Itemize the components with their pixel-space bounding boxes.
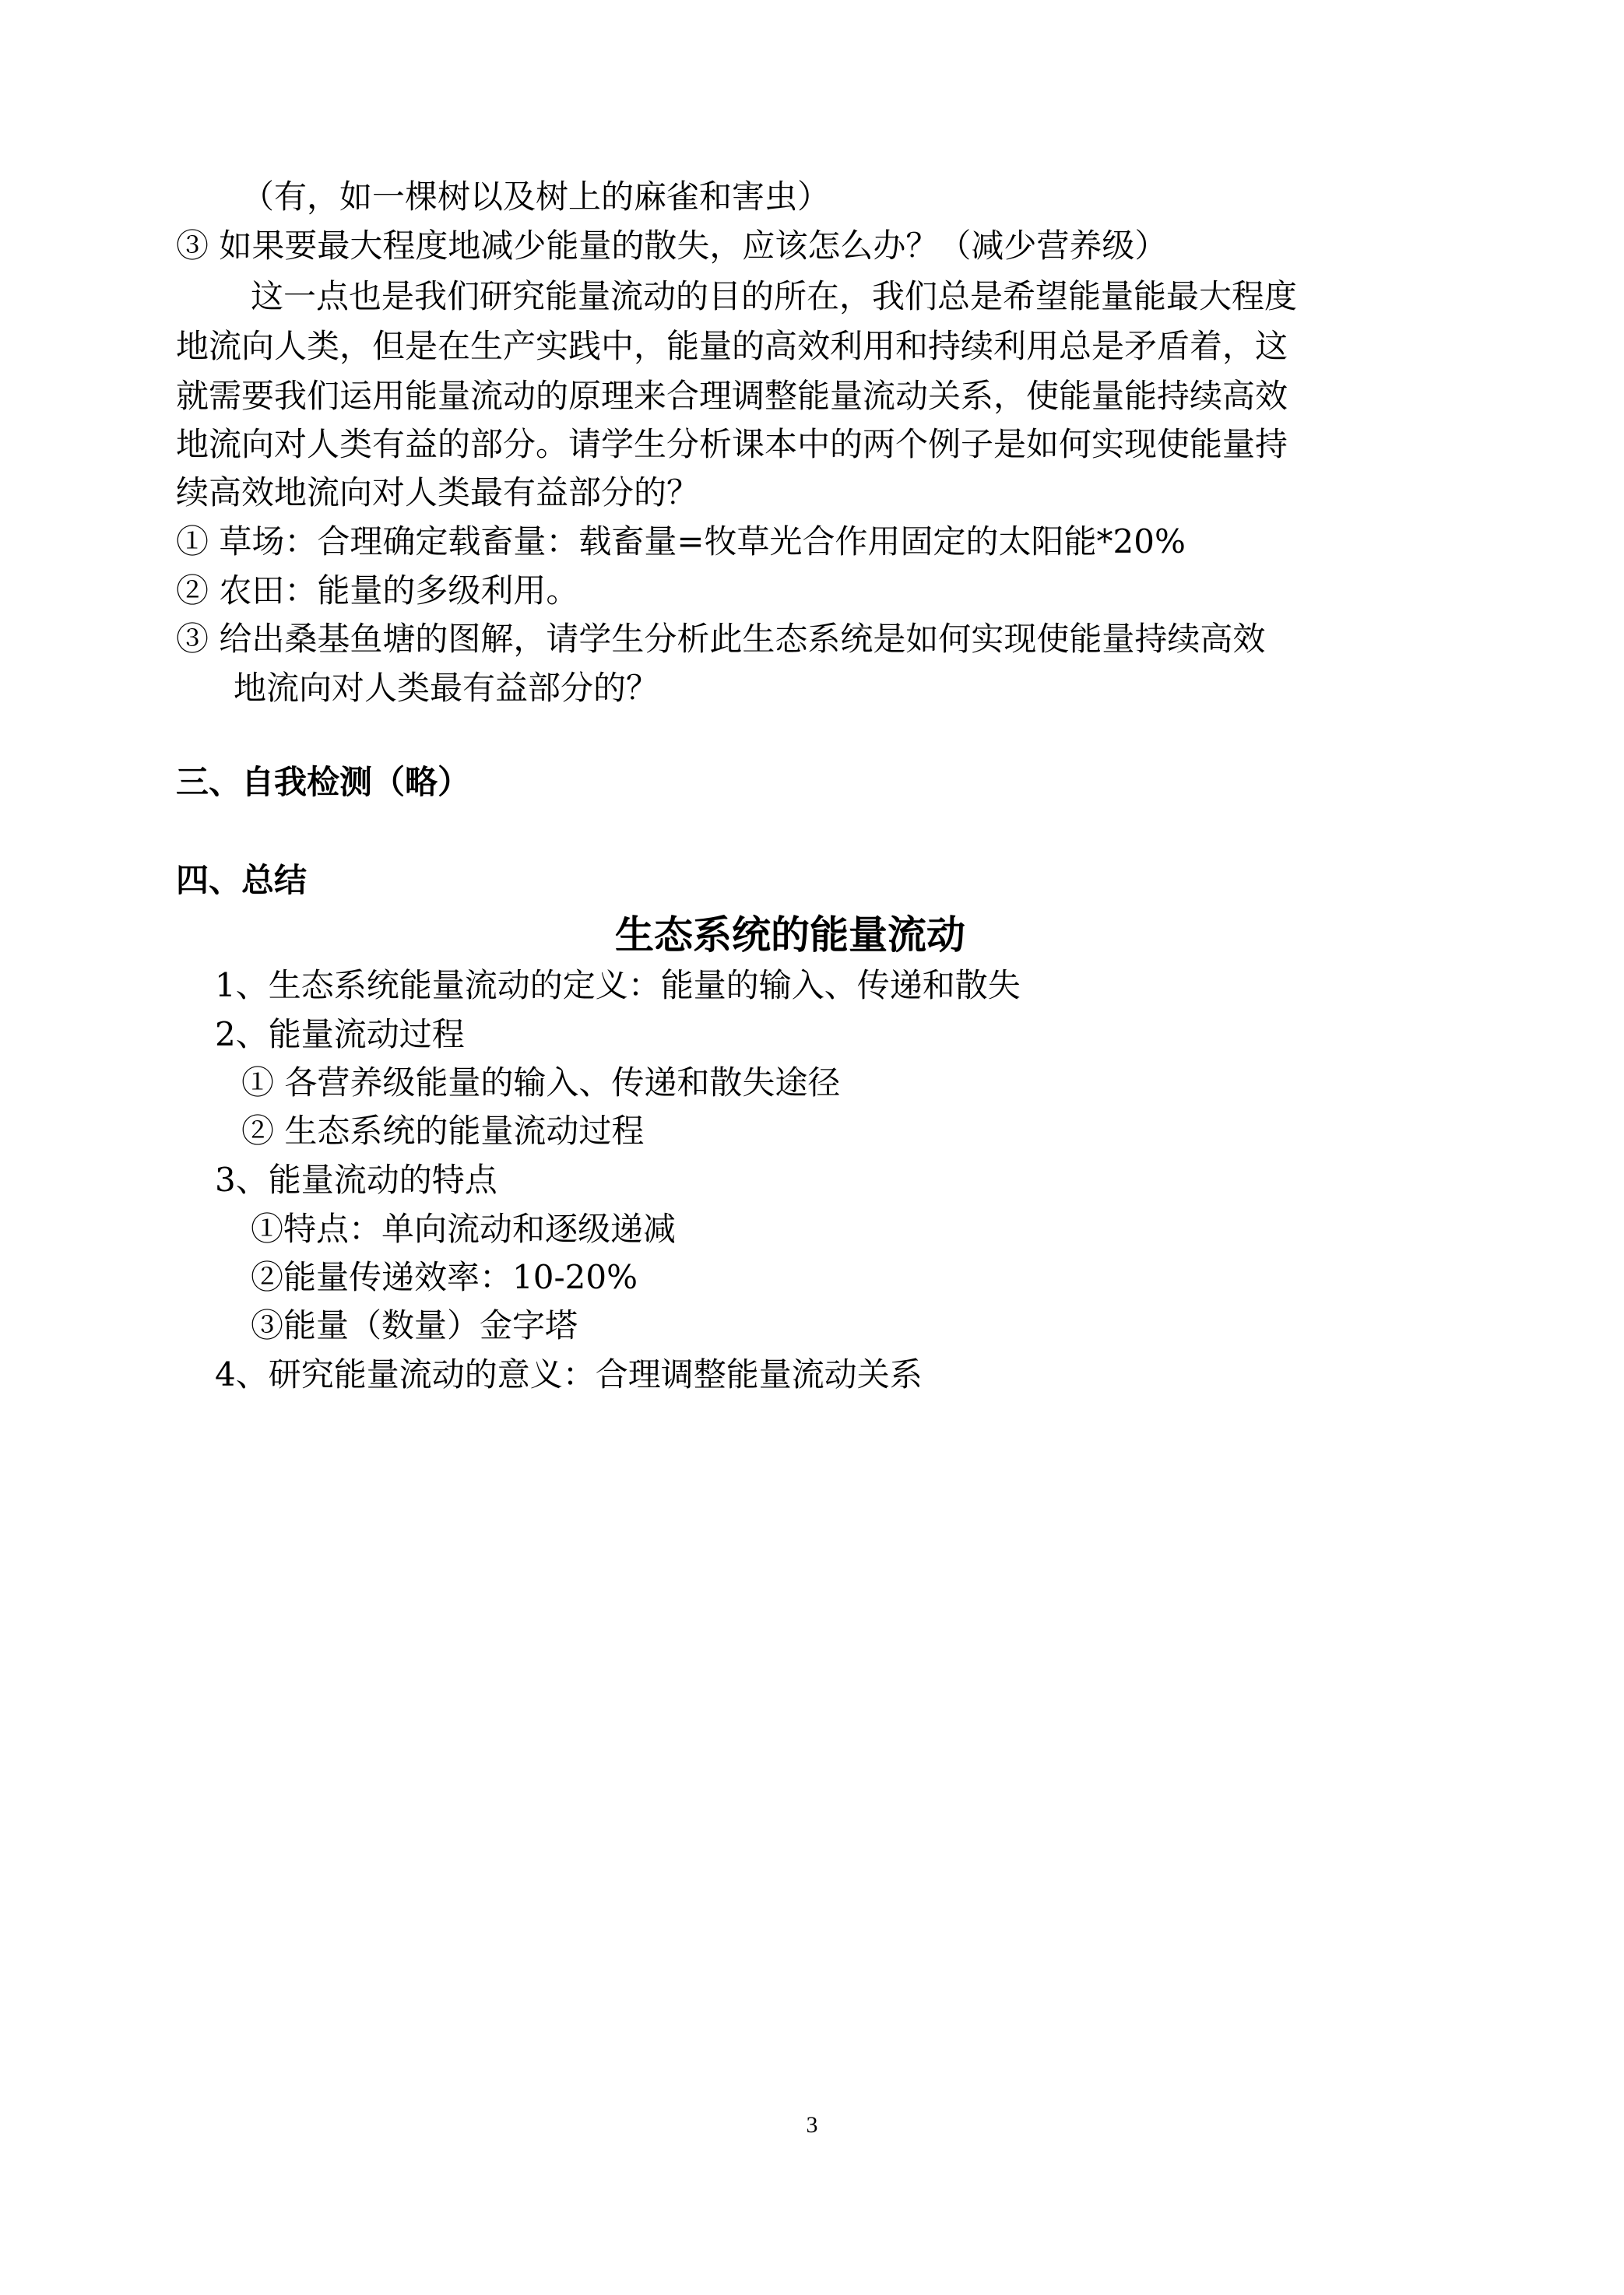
summary-item-2: 2、能量流动过程 (215, 1015, 465, 1053)
section-heading-self-check: 三、自我检测（略） (176, 763, 471, 801)
body-line-9: ② 农田：能量的多级利用。 (176, 571, 579, 610)
body-line-10: ③ 给出桑基鱼塘的图解，请学生分析此生态系统是如何实现使能量持续高效 (176, 620, 1266, 658)
page-number: 3 (806, 2112, 818, 2138)
body-line-6: 地流向对人类有益的部分。请学生分析课本中的两个例子是如何实现使能量持 (176, 425, 1288, 463)
summary-item-2-1: ① 各营养级能量的输入、传递和散失途径 (241, 1063, 841, 1102)
body-line-7: 续高效地流向对人类最有益部分的？ (176, 473, 700, 511)
summary-item-3-1: ①特点：单向流动和逐级递减 (251, 1210, 677, 1248)
body-line-4: 地流向人类，但是在生产实践中，能量的高效利用和持续利用总是矛盾着，这 (176, 327, 1288, 365)
body-line-5: 就需要我们运用能量流动的原理来合理调整能量流动关系，使能量能持续高效 (176, 377, 1288, 415)
body-line-11: 地流向对人类最有益部分的？ (234, 669, 659, 707)
summary-item-2-2: ② 生态系统的能量流动过程 (241, 1112, 645, 1150)
body-line-1: （有，如一棵树以及树上的麻雀和害虫） (241, 177, 831, 216)
section-heading-summary: 四、总结 (176, 861, 308, 899)
summary-title: 生态系统的能量流动 (615, 912, 965, 958)
body-line-2: ③ 如果要最大程度地减少能量的散失，应该怎么办？（减少营养级） (176, 227, 1168, 265)
summary-item-4: 4、研究能量流动的意义：合理调整能量流动关系 (215, 1355, 923, 1394)
summary-item-1: 1、生态系统能量流动的定义：能量的输入、传递和散失 (215, 966, 1021, 1004)
summary-item-3-3: ③能量（数量）金字塔 (251, 1306, 578, 1344)
body-line-3: 这一点也是我们研究能量流动的目的所在，我们总是希望能量能最大程度 (251, 277, 1298, 315)
summary-item-3: 3、能量流动的特点 (215, 1161, 497, 1199)
body-line-8: ① 草场：合理确定载畜量：载畜量=牧草光合作用固定的太阳能*20% (176, 522, 1186, 561)
summary-item-3-2: ②能量传递效率：10-20% (251, 1258, 638, 1296)
